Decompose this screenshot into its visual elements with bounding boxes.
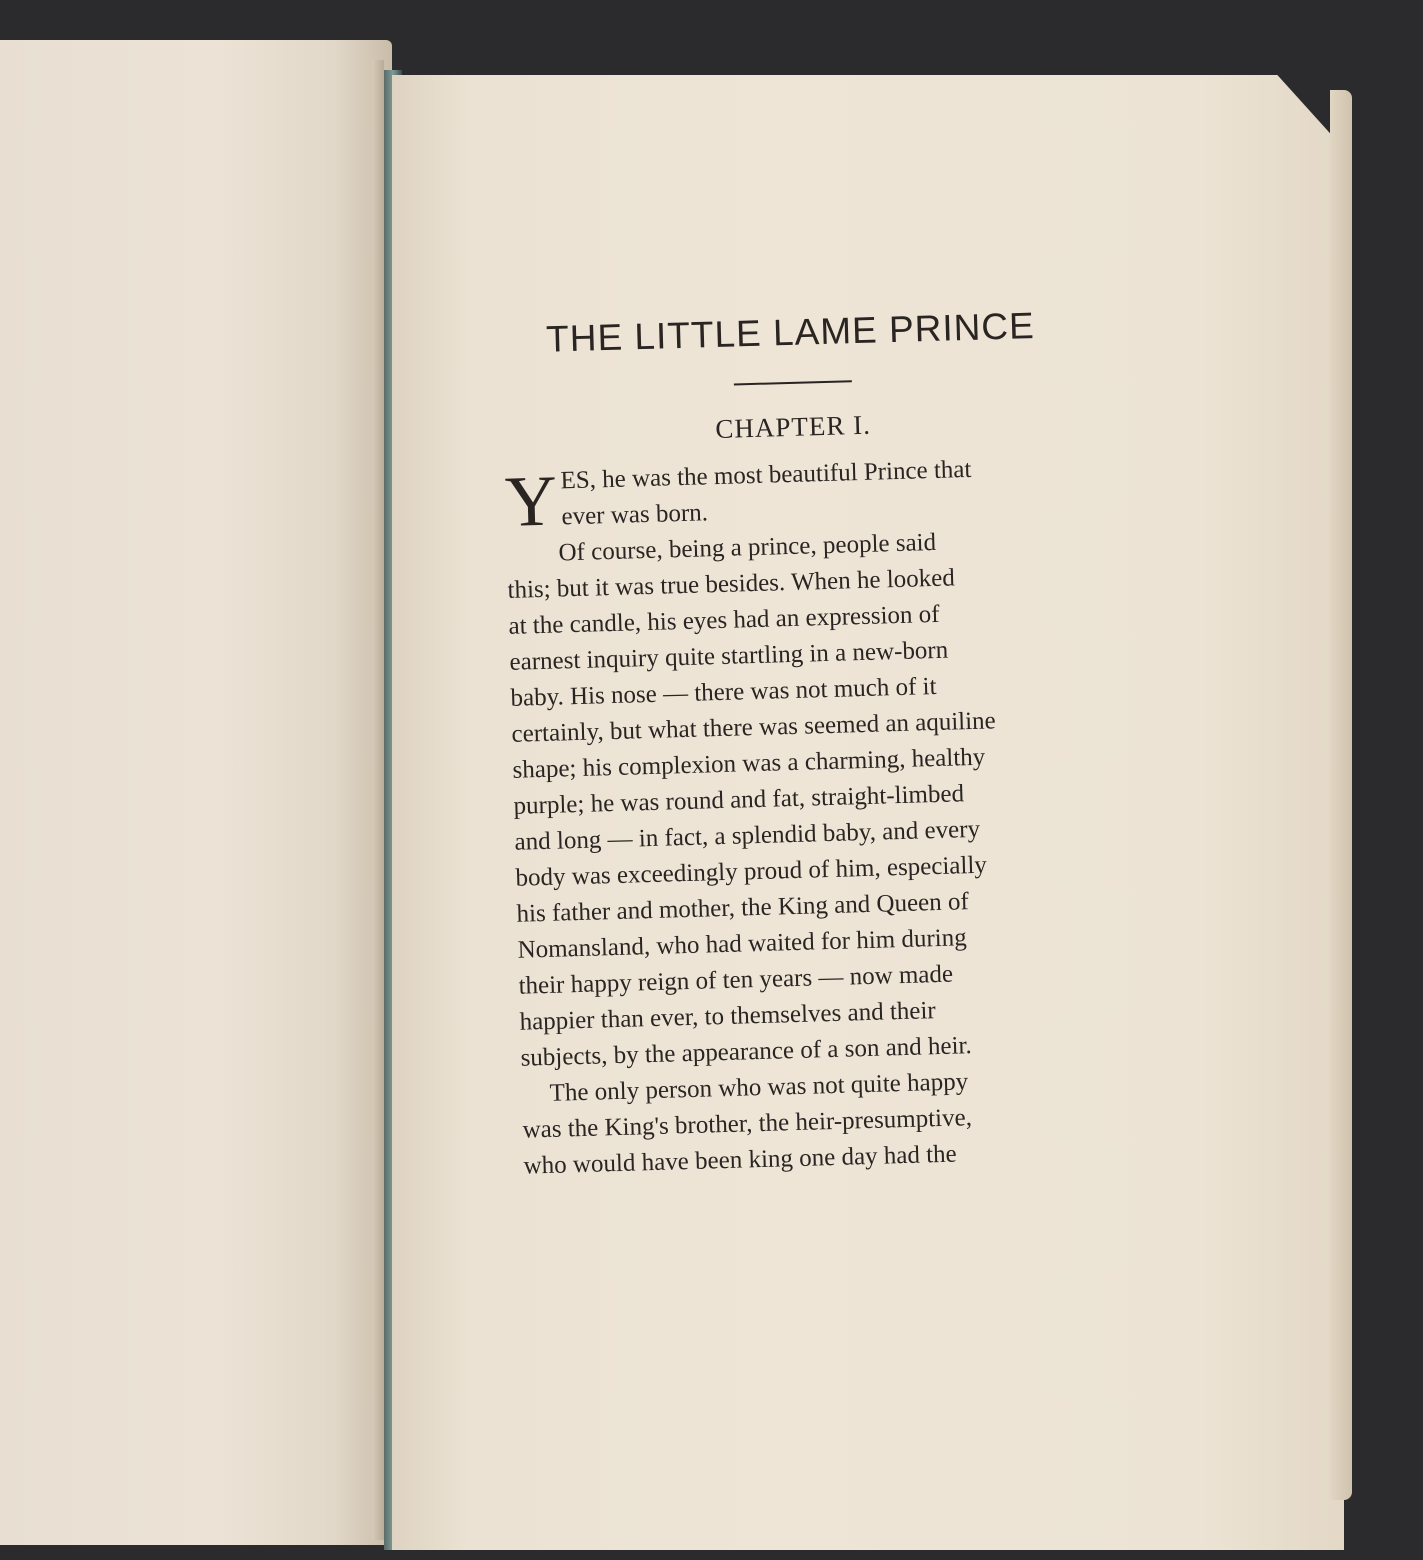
text-line: happier than ever, to themselves and their bbox=[519, 997, 937, 1036]
text-line: Nomansland, who had waited for him during bbox=[517, 924, 968, 964]
page-edge bbox=[1330, 90, 1352, 1500]
title-rule bbox=[734, 380, 852, 385]
text-line: his father and mother, the King and Queen of bbox=[516, 888, 970, 928]
page-gutter bbox=[372, 60, 384, 1540]
text-line: was the King's brother, the heir-presumptive, bbox=[522, 1104, 973, 1144]
chapter-body bbox=[504, 448, 1144, 1185]
left-page bbox=[0, 40, 392, 1545]
text-line: who would have been king one day had the bbox=[523, 1140, 958, 1180]
text-line: Of course, being a prince, people said bbox=[558, 528, 937, 567]
text-line: at the candle, his eyes had an expression of bbox=[508, 600, 940, 640]
text-line: shape; his complexion was a charming, healthy bbox=[512, 743, 986, 784]
text-line: ever was born. bbox=[561, 499, 709, 531]
text-line: baby. His nose — there was not much of it bbox=[510, 672, 937, 712]
text-line: subjects, by the appearance of a son and heir. bbox=[520, 1032, 973, 1072]
text-line: earnest inquiry quite startling in a new-born bbox=[509, 636, 949, 676]
text-line: and long — in fact, a splendid baby, and every bbox=[514, 815, 981, 856]
page-title: THE LITTLE LAME PRINCE bbox=[545, 305, 1036, 360]
drop-cap: Y bbox=[503, 460, 559, 542]
text-line: The only person who was not quite happy bbox=[549, 1068, 969, 1107]
text-line: body was exceedingly proud of him, especially bbox=[515, 851, 988, 892]
text-line: their happy reign of ten years — now made bbox=[518, 960, 954, 1000]
page-text bbox=[500, 303, 1144, 1185]
chapter-heading: CHAPTER I. bbox=[714, 409, 872, 445]
text-line: purple; he was round and fat, straight-limbed bbox=[513, 780, 965, 820]
text-line: certainly, but what there was seemed an aquiline bbox=[511, 707, 997, 748]
text-line-content: ES, he was the most beautiful Prince that bbox=[560, 455, 972, 495]
text-line: this; but it was true besides. When he looked bbox=[507, 564, 956, 604]
